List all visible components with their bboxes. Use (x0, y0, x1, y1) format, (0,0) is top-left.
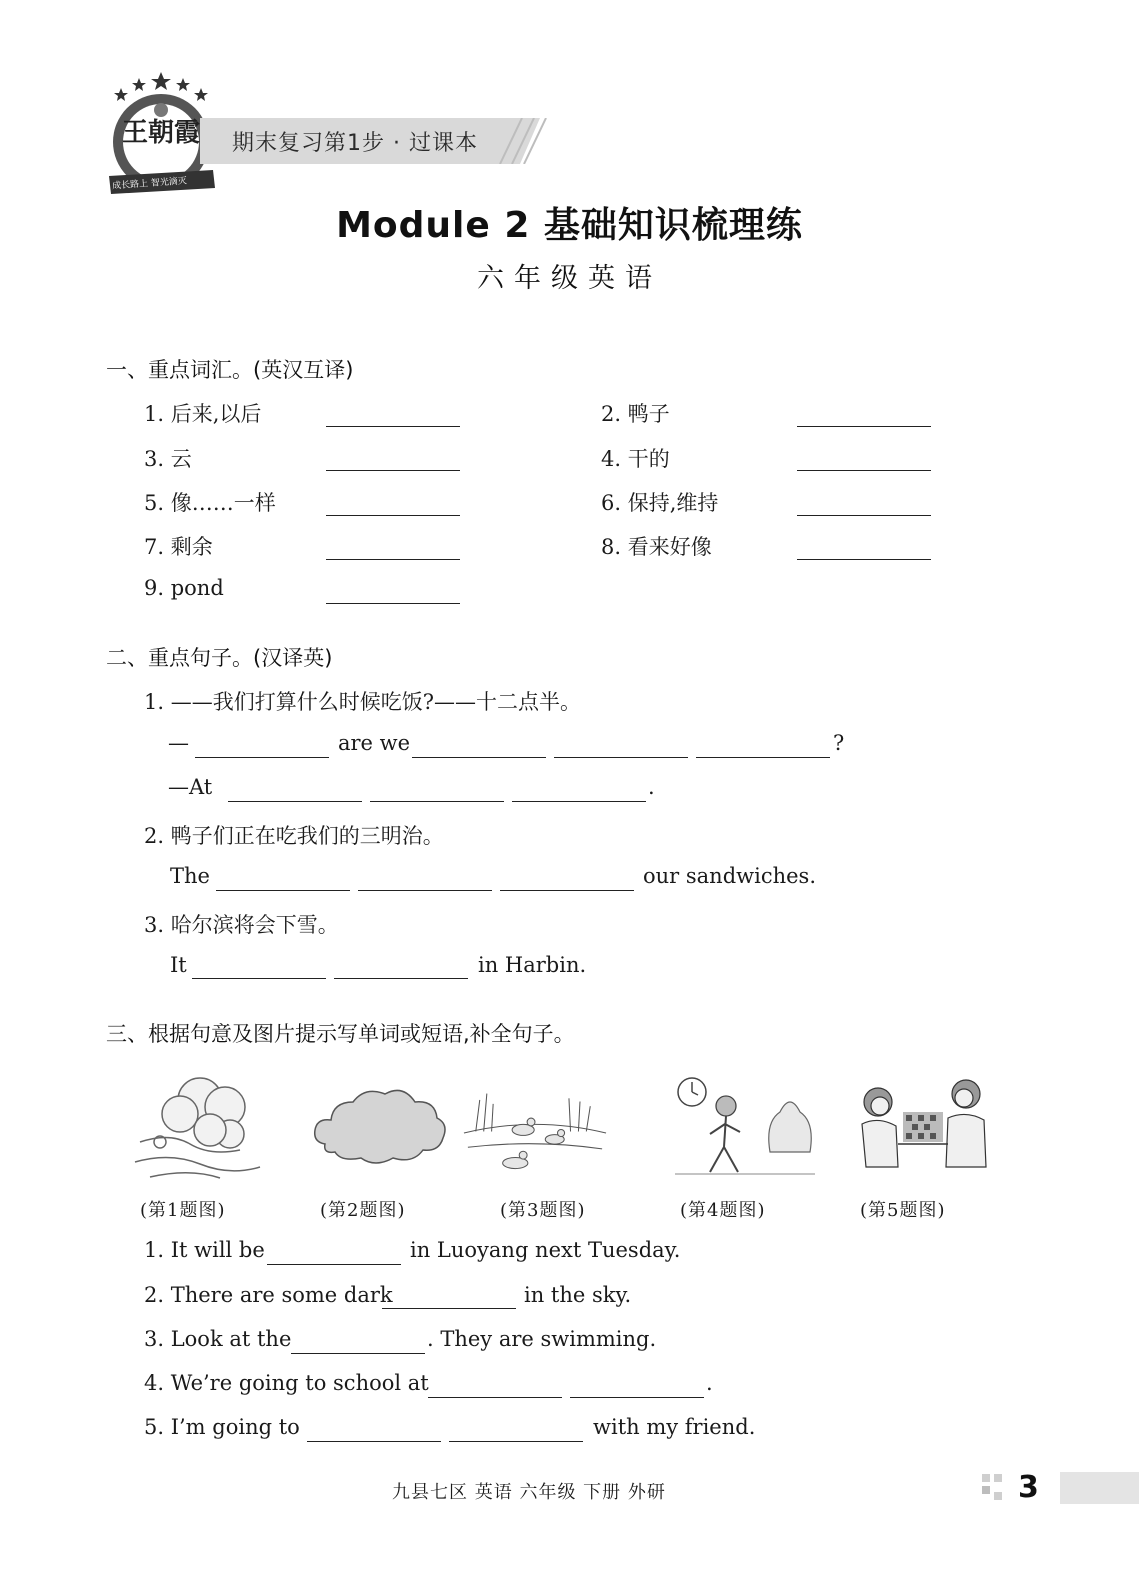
fill-item-5-blank-2[interactable] (449, 1441, 583, 1442)
picture-caption-5: (第5题图) (860, 1200, 946, 1221)
logo-text: 王朝霞 (122, 118, 201, 148)
fill-item-5-blank-1[interactable] (307, 1441, 441, 1442)
vocab-item-3: 3. 云 (144, 447, 192, 471)
sentence-1-blank-5[interactable] (228, 801, 362, 802)
vocab-blank-7[interactable] (326, 559, 460, 560)
sentence-1-blank-1[interactable] (195, 757, 329, 758)
sentence-1-mid: are we (338, 731, 411, 755)
section1-heading: 一、重点词汇。(英汉互译) (106, 358, 354, 382)
page-number-bar (1060, 1472, 1139, 1504)
fill-item-2-before: 2. There are some dark (144, 1283, 393, 1307)
vocab-blank-2[interactable] (797, 426, 931, 427)
sentence-2-end: our sandwiches. (643, 864, 817, 888)
page-subtitle: 六年级英语 (477, 263, 662, 294)
boy-walking-illustration (670, 1072, 820, 1187)
fill-item-3-after: . They are swimming. (427, 1327, 657, 1351)
picture-caption-3: (第3题图) (500, 1200, 586, 1221)
logo-ribbon: 成长路上 智光滴灭 (111, 176, 188, 192)
sentence-3-chinese: 3. 哈尔滨将会下雪。 (144, 913, 339, 937)
vocab-blank-6[interactable] (797, 515, 931, 516)
sentence-1-blank-6[interactable] (370, 801, 504, 802)
vocab-blank-1[interactable] (326, 426, 460, 427)
fill-item-5-before: 5. I’m going to (144, 1415, 300, 1439)
sentence-3-blank-1[interactable] (192, 978, 326, 979)
fill-item-4-after: . (706, 1371, 713, 1395)
section2-heading: 二、重点句子。(汉译英) (106, 646, 333, 670)
fill-item-3-before: 3. Look at the (144, 1327, 292, 1351)
sentence-1-dash: — (168, 731, 189, 755)
sentence-2-blank-3[interactable] (500, 890, 634, 891)
sentence-1-blank-7[interactable] (512, 801, 646, 802)
page-corner-decoration (978, 1472, 1018, 1504)
fill-item-4-blank-2[interactable] (570, 1397, 704, 1398)
sentence-1-period: . (648, 775, 655, 799)
playing-chess-illustration (848, 1072, 998, 1187)
fill-item-1-before: 1. It will be (144, 1238, 265, 1262)
vocab-item-7: 7. 剩余 (144, 535, 213, 559)
windy-cloud-illustration (130, 1072, 280, 1187)
vocab-blank-3[interactable] (326, 470, 460, 471)
picture-caption-2: (第2题图) (320, 1200, 406, 1221)
fill-item-2-after: in the sky. (524, 1283, 632, 1307)
fill-item-1-blank[interactable] (267, 1264, 401, 1265)
vocab-item-5: 5. 像……一样 (144, 491, 276, 515)
picture-caption-4: (第4题图) (680, 1200, 766, 1221)
section3-heading: 三、根据句意及图片提示写单词或短语,补全句子。 (106, 1022, 575, 1046)
footer-text: 九县七区 英语 六年级 下册 外研 (392, 1482, 666, 1503)
sentence-2-blank-1[interactable] (216, 890, 350, 891)
vocab-item-6: 6. 保持,维持 (601, 491, 719, 515)
sentence-3-end: in Harbin. (478, 953, 587, 977)
page-title: Module 2 基础知识梳理练 (336, 205, 803, 246)
sentence-1-answer-start: —At (168, 775, 213, 799)
sentence-1-blank-4[interactable] (696, 757, 830, 758)
sentence-2-chinese: 2. 鸭子们正在吃我们的三明治。 (144, 824, 444, 848)
sentence-1-chinese: 1. ——我们打算什么时候吃饭?——十二点半。 (144, 690, 581, 714)
vocab-item-8: 8. 看来好像 (601, 535, 712, 559)
sentence-3-start: It (170, 953, 187, 977)
sentence-1-qmark: ? (833, 731, 845, 755)
fill-item-5-after: with my friend. (593, 1415, 756, 1439)
pond-ducks-illustration (460, 1072, 610, 1187)
sentence-3-blank-2[interactable] (334, 978, 468, 979)
fill-item-2-blank[interactable] (382, 1308, 516, 1309)
vocab-blank-4[interactable] (797, 470, 931, 471)
vocab-item-2: 2. 鸭子 (601, 402, 670, 426)
vocab-item-9: 9. pond (144, 576, 224, 600)
vocab-blank-8[interactable] (797, 559, 931, 560)
banner-label: 期末复习第1步 · 过课本 (232, 131, 478, 156)
vocab-blank-9[interactable] (326, 603, 460, 604)
sentence-2-start: The (170, 864, 210, 888)
vocab-blank-5[interactable] (326, 515, 460, 516)
vocab-item-4: 4. 干的 (601, 447, 670, 471)
vocab-item-1: 1. 后来,以后 (144, 402, 262, 426)
sentence-1-blank-2[interactable] (412, 757, 546, 758)
picture-caption-1: (第1题图) (140, 1200, 226, 1221)
fill-item-4-before: 4. We’re going to school at (144, 1371, 429, 1395)
fill-item-4-blank-1[interactable] (428, 1397, 562, 1398)
sentence-2-blank-2[interactable] (358, 890, 492, 891)
cloud-illustration (305, 1072, 455, 1187)
fill-item-3-blank[interactable] (291, 1353, 425, 1354)
fill-item-1-after: in Luoyang next Tuesday. (410, 1238, 681, 1262)
page-number: 3 (1018, 1470, 1039, 1505)
sentence-1-blank-3[interactable] (554, 757, 688, 758)
